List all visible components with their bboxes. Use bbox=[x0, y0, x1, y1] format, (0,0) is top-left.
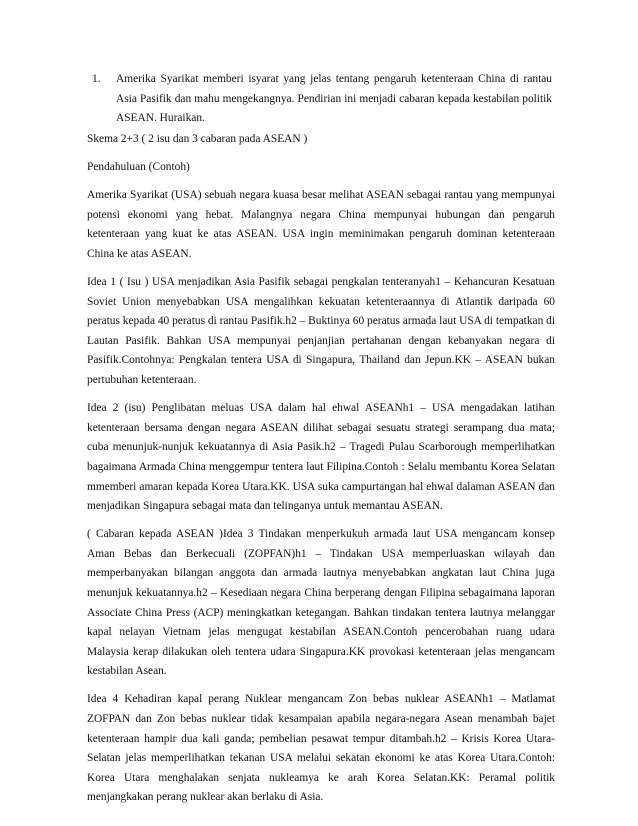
question-text: Amerika Syarikat memberi isyarat yang jelas tentang pengaruh ketenteraan China di rantau Asia Pasifik dan mahu mengekangnya. Pendirian ini menjadi cabaran kepada kestabilan politik ASEAN. Huraikan. bbox=[116, 73, 552, 125]
idea-2-paragraph: Idea 2 (isu) Penglibatan meluas USA dalam hal ehwal ASEANh1 – USA mengadakan latihan ketenteraan bersama dengan negara ASEAN dilihat sebagai sesuatu strategi serampang dua mata; cuba menunjuk-nunjuk kekuatannya di Asia Pasik.h2 – Tragedi Pulau Scarborough memperlihatkan bagaimana Armada China menggempur tentera laut Filipina.Contoh : Selalu membantu Korea Selatan mmemberi amaran kepada Korea Utara.KK. USA suka campurtangan hal ehwal dalaman ASEAN dan menjadikan Singapura sebagai mata dan telinganya untuk memantau ASEAN. bbox=[87, 402, 555, 513]
idea-4-paragraph: Idea 4 Kehadiran kapal perang Nuklear mengancam Zon bebas nuklear ASEANh1 – Matlamat ZOFPAN dan Zon bebas nuklear tidak kesampaian apabila negara-negara Asean menambah bajet ketenteraan hampir dua kali ganda; pembelian pesawat tempur ditambah.h2 – Krisis Korea Utara-Selatan jelas memperlihatkan tekanan USA melalui sekatan ekonomi ke atas Korea Utara.Contoh: Korea Utara menghalakan senjata nukleamya ke arah Korea Selatan.KK: Peramal politik menjangkakan perang nuklear akan berlaku di Asia. bbox=[87, 693, 555, 804]
question-item bbox=[92, 70, 552, 129]
intro-heading: Pendahuluan (Contoh) bbox=[87, 161, 190, 174]
idea-1-paragraph: Idea 1 ( Isu ) USA menjadikan Asia Pasifik sebagai pengkalan tenteranyah1 – Kehancuran Kesatuan Soviet Union menyebabkan USA mengalihkan kekuatan ketenteraannya di Atlantik daripada 60 peratus kepada 40 peratus di rantau Pasifik.h2 – Buktinya 60 peratus armada laut USA di tempatkan di Lautan Pasifik. Bahkan USA mempunyai penjanjian pertahanan dengan kebanyakan negara di Pasifik.Contohnya: Pengkalan tentera USA di Singapura, Thailand dan Jepun.KK – ASEAN bukan pertubuhan ketenteraan. bbox=[87, 276, 555, 387]
intro-paragraph: Amerika Syarikat (USA) sebuah negara kuasa besar melihat ASEAN sebagai rantau yang mempunyai potensi ekonomi yang hebat. Malangnya negara China mempunyai hubungan dan pengaruh ketenteraan yang kuat ke atas ASEAN. USA ingin meminimakan pengaruh dominan ketenteraan China ke atas ASEAN. bbox=[87, 189, 555, 260]
question-number: 1. bbox=[92, 73, 101, 85]
answer-body bbox=[87, 130, 555, 817]
scheme-line: Skema 2+3 ( 2 isu dan 3 cabaran pada ASEAN ) bbox=[87, 133, 308, 145]
idea-3-paragraph: ( Cabaran kepada ASEAN )Idea 3 Tindakan menperkukuh armada laut USA mengancam konsep Aman Bebas dan Berkecuali (ZOPFAN)h1 – Tindakan USA memperluaskan wilayah dan memperbanyakan bilangan anggota dan armada lautnya menyebabkan angkatan laut China juga menunjuk kekuatannya.h2 – Kesediaan negara China berperang dengan Filipina sebagaimana laporan Associate China Press (ACP) meningkatkan ketegangan. Bahkan tindakan tentera lautnya melanggar kapal nelayan Vietnam jelas mengugat kestabilan ASEAN.Contoh pencerobahan ruang udara Malaysia kerap dilakukan oleh tentera udara Singapura.KK provokasi ketenteraan jelas mengancam kestabilan Asean. bbox=[87, 528, 555, 678]
